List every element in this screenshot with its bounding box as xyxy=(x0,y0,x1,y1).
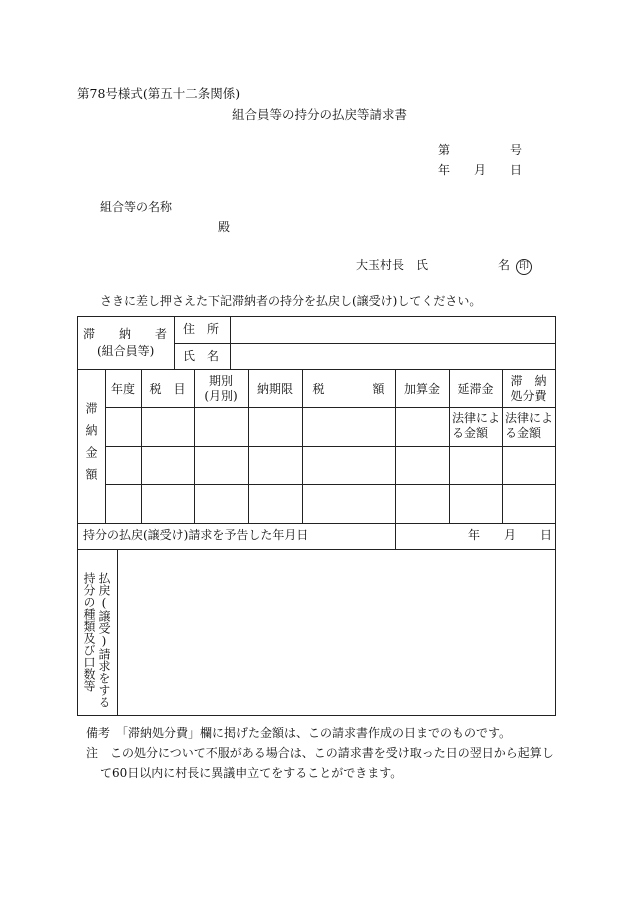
sender-mei xyxy=(498,256,532,275)
request-label-a: 払戻(譲受)請求をする xyxy=(97,572,111,708)
seal-stamp: 印 xyxy=(516,259,532,275)
request-label-b: 持分の種類及び口数等 xyxy=(82,572,96,692)
delinquency-table xyxy=(77,316,556,716)
delinquent-label: 滞 納 者 xyxy=(83,327,168,341)
row1-delinquency-note: 法律による金額 xyxy=(452,411,501,440)
date-month: 月 xyxy=(474,163,487,177)
request-content-field[interactable] xyxy=(123,556,549,710)
col-surcharge: 加算金 xyxy=(403,382,440,396)
date-day: 日 xyxy=(510,163,523,177)
name-label: 氏 名 xyxy=(183,349,220,363)
col-due-date: 納期限 xyxy=(256,382,293,396)
intro-text: さきに差し押さえた下記滞納者の持分を払戻し(譲受け)してください。 xyxy=(100,294,482,308)
sender-name: 大玉村長 氏 xyxy=(356,258,429,272)
col-disposition-cost: 滞 納 処分費 xyxy=(510,374,547,403)
sender-mei-text: 名 xyxy=(498,258,511,272)
col-tax-amount: 税 額 xyxy=(312,382,385,396)
note-chu-line1: 注 この処分について不服がある場合は、この請求書を受け取った日の翌日から起算し xyxy=(86,746,554,760)
row1-disposition-note: 法律による金額 xyxy=(505,411,554,440)
delinquent-amount-label: 滞納金額 xyxy=(84,402,98,490)
addressee-label: 組合等の名称 xyxy=(100,200,173,214)
address-field[interactable] xyxy=(235,322,551,340)
form-number: 第78号様式(第五十二条関係) xyxy=(77,86,241,101)
address-label: 住 所 xyxy=(183,322,220,336)
notice-date-label: 持分の払戻(譲受け)請求を予告した年月日 xyxy=(83,528,309,542)
doc-number-dai: 第 xyxy=(438,143,451,157)
note-chu-line2: て60日以内に村長に異議申立てをすることができます。 xyxy=(100,766,403,780)
date-year: 年 xyxy=(438,163,451,177)
member-label: (組合員等) xyxy=(97,344,155,358)
col-period: 期別 (月別) xyxy=(204,374,238,403)
document-title: 組合員等の持分の払戻等請求書 xyxy=(232,107,408,122)
col-tax-item: 税 目 xyxy=(149,382,186,396)
addressee-dono: 殿 xyxy=(218,220,231,234)
doc-number-go: 号 xyxy=(510,143,523,157)
notice-day: 日 xyxy=(540,528,553,542)
col-year: 年度 xyxy=(110,382,135,396)
notice-month: 月 xyxy=(504,528,517,542)
col-delinquency-charge: 延滞金 xyxy=(457,382,494,396)
name-field[interactable] xyxy=(235,348,551,366)
note-biko: 備考 「滞納処分費」欄に掲げた金額は、この請求書作成の日までのものです。 xyxy=(86,726,512,740)
notice-year: 年 xyxy=(468,528,481,542)
